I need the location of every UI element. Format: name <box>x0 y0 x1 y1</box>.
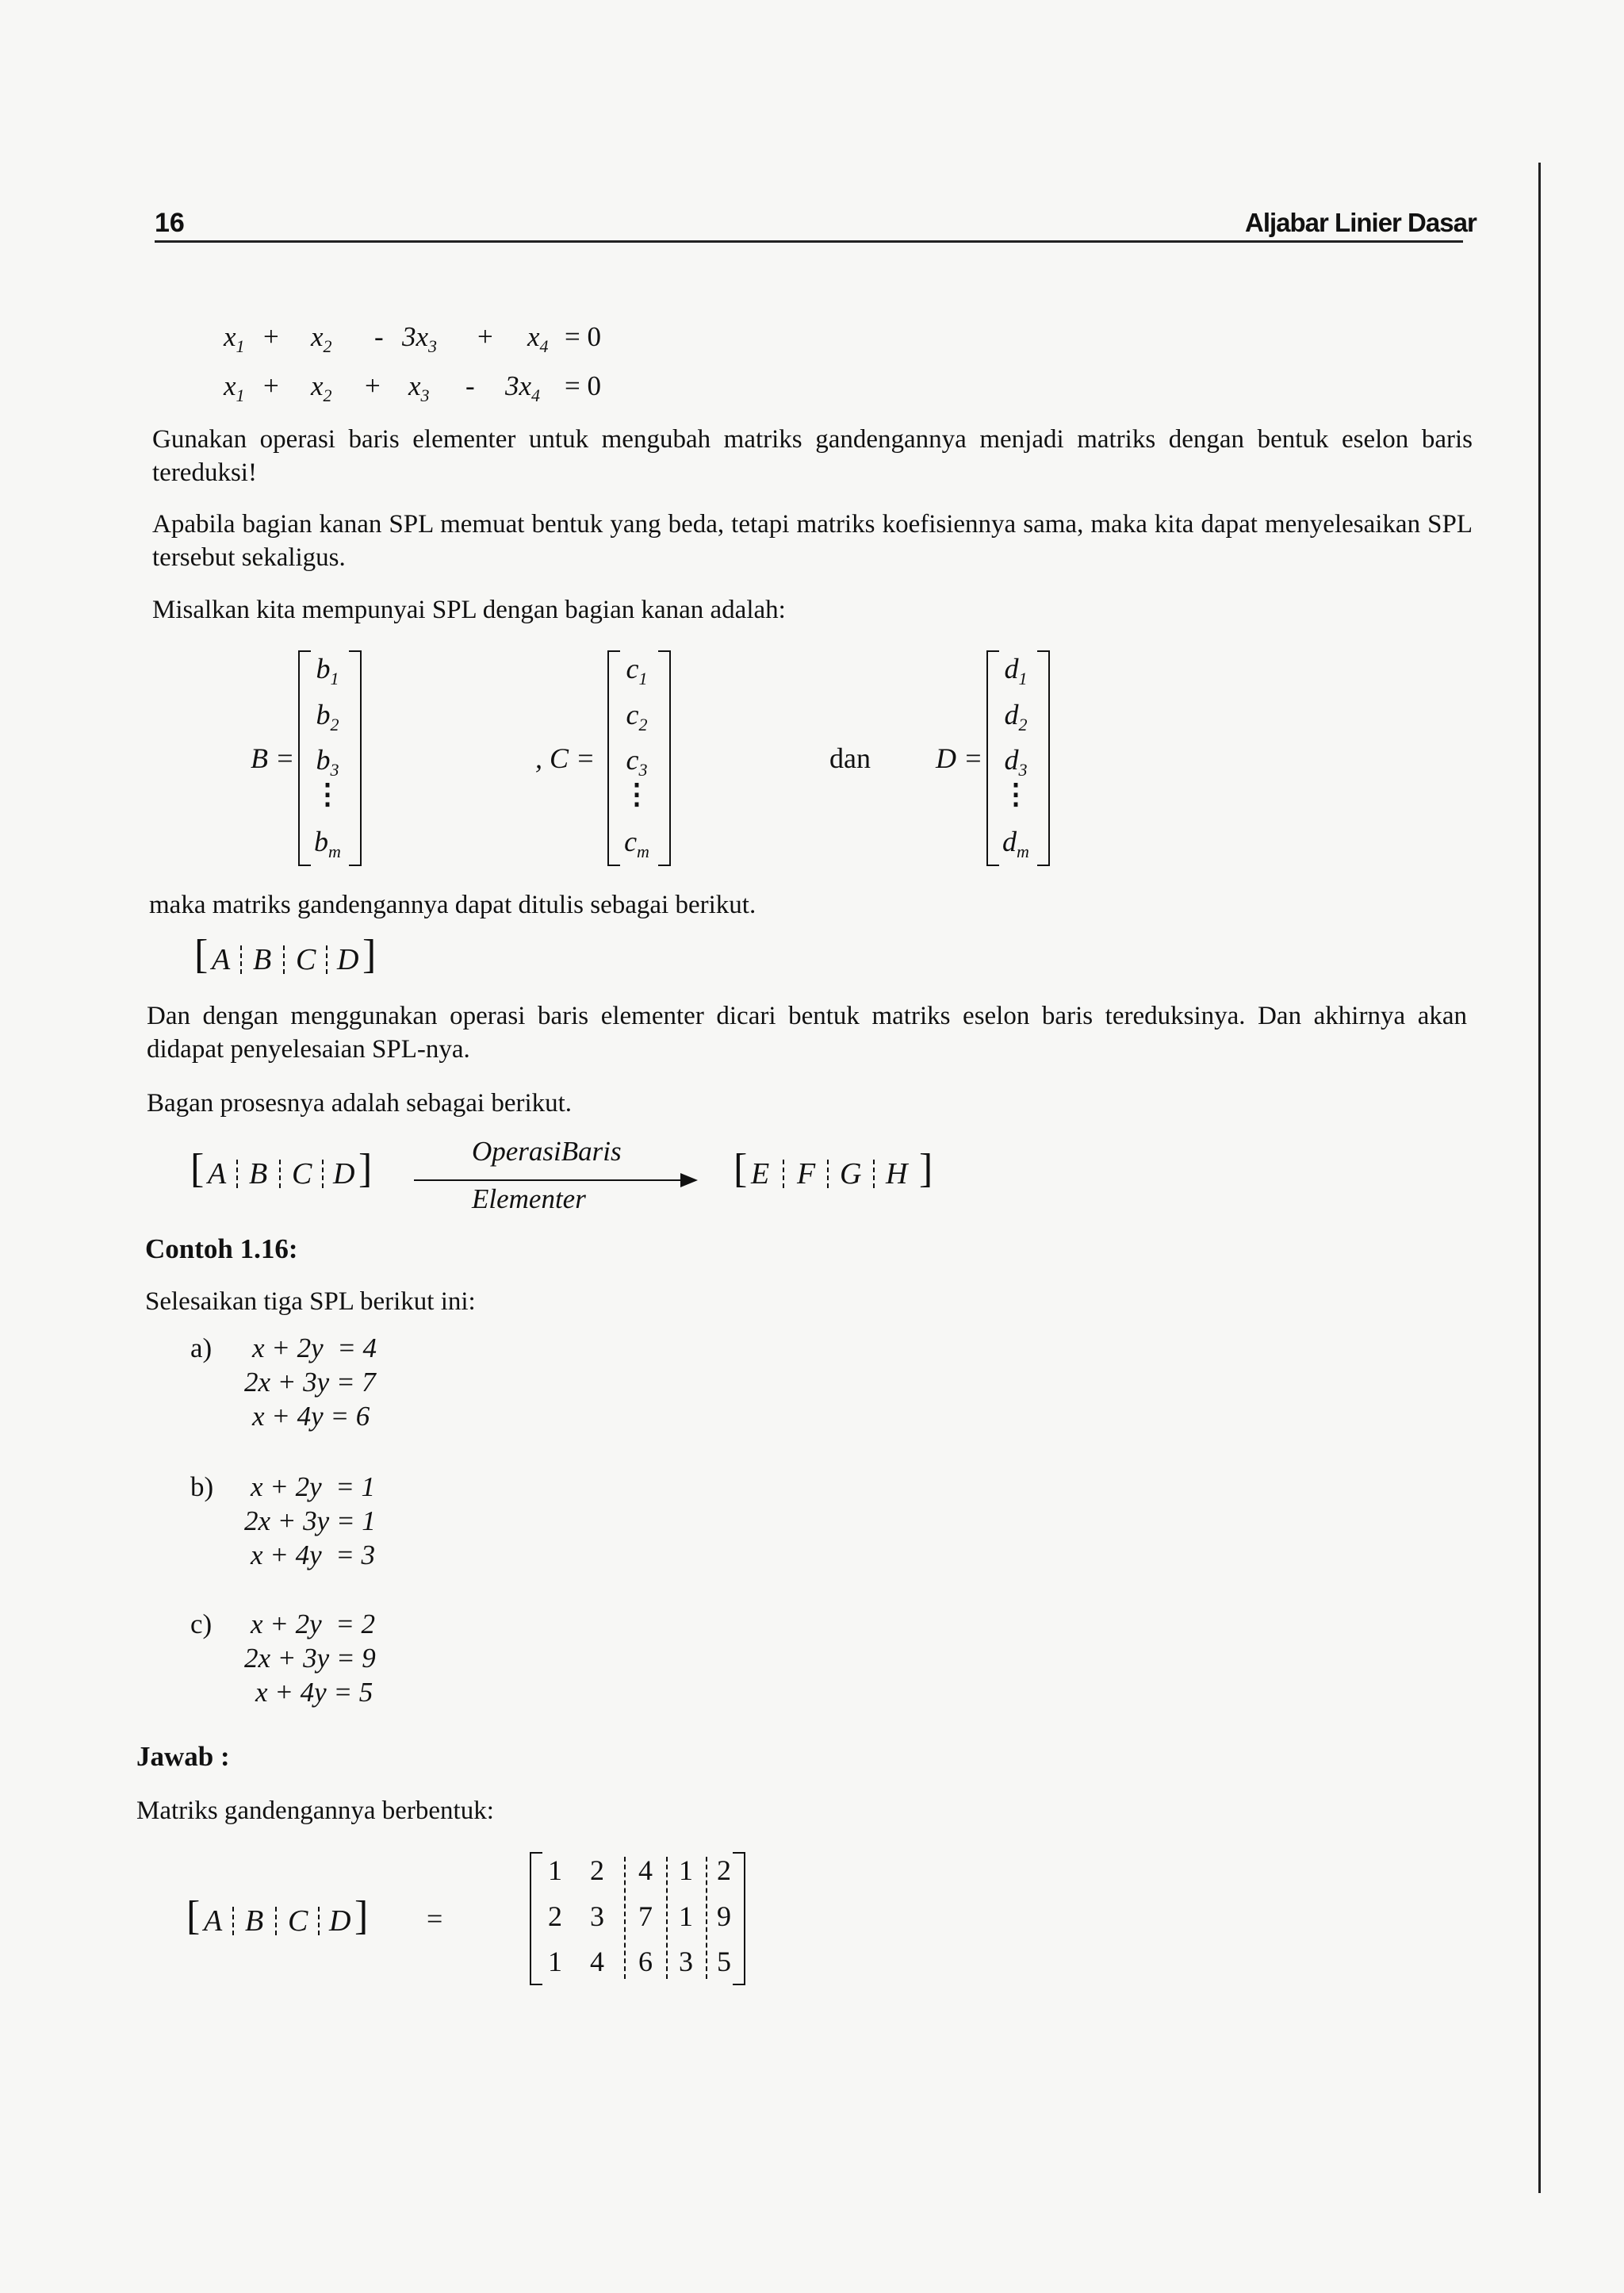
vector-c-item-1: $c_1$ <box>626 653 648 688</box>
rhs: = 0 <box>565 321 601 352</box>
vector-c-item-2: $c_2$ <box>626 699 648 734</box>
matrix-cell: 6 <box>638 1946 653 1977</box>
vector-d-item-2: $d_2$ <box>1004 699 1028 734</box>
term: $x_1$ <box>224 321 245 356</box>
operator: - <box>465 370 475 401</box>
system-c-line-3: x + 4y = 5 <box>255 1677 373 1708</box>
matrix-cell: 4 <box>590 1946 604 1977</box>
right-margin-line <box>1538 163 1541 2193</box>
system-b-label: b) <box>190 1471 214 1502</box>
matrix-cell: 5 <box>717 1946 731 1977</box>
matrix-separator-2 <box>666 1857 668 1979</box>
paragraph-2: Apabila bagian kanan SPL memuat bentuk yang beda, tetapi matriks koefisiennya sama, maka kita dapat menyelesaikan SPL tersebut sekaligus. <box>152 510 1473 572</box>
example-title: Contoh 1.16: <box>145 1233 298 1264</box>
system-c-line-2: 2x + 3y = 9 <box>244 1643 376 1674</box>
matrix-cell: 9 <box>717 1900 731 1932</box>
system-b-line-1: x + 2y = 1 <box>251 1471 376 1502</box>
arrow-label-top: OperasiBaris <box>472 1136 622 1167</box>
augmented-notation-2: [ A B C D ] <box>190 1146 373 1191</box>
system-b-line-2: 2x + 3y = 1 <box>244 1505 376 1536</box>
equation-row-1 <box>224 321 620 357</box>
vector-b-item-1: $b_1$ <box>316 653 339 688</box>
vector-b-vdots: ⋮ <box>313 778 342 810</box>
paragraph-8: Matriks gandengannya berbentuk: <box>136 1796 494 1825</box>
header-rule <box>155 240 1463 243</box>
operator: - <box>374 321 384 352</box>
equation-row-2 <box>224 370 620 406</box>
conjunction-dan: dan <box>829 742 871 774</box>
paragraph-5: Dan dengan menggunakan operasi baris elementer dicari bentuk matriks eselon baris tereduksinya. Dan akhirnya akan didapat penyelesaian SPL-nya. <box>147 1002 1467 1064</box>
vector-c-vdots: ⋮ <box>622 778 651 810</box>
matrix-cell: 1 <box>679 1900 693 1932</box>
matrix-cell: 7 <box>638 1900 653 1932</box>
term: $x_3$ <box>408 370 430 405</box>
term: $x_4$ <box>527 321 549 356</box>
operator: + <box>477 321 493 352</box>
paragraph-7: Selesaikan tiga SPL berikut ini: <box>145 1287 476 1316</box>
operator: + <box>263 321 279 352</box>
vector-b-item-3: $b_3$ <box>316 744 339 780</box>
arrow-label-bottom: Elementer <box>472 1183 586 1214</box>
vector-c-label: , C = <box>535 742 596 774</box>
matrix-cell: 1 <box>548 1946 562 1977</box>
augmented-result: [ E F G H ] <box>733 1146 933 1191</box>
matrix-cell: 2 <box>590 1854 604 1886</box>
matrix-cell: 2 <box>717 1854 731 1886</box>
vector-d-label: D = <box>936 742 983 774</box>
matrix <box>530 1852 749 1985</box>
paragraph-3: Misalkan kita mempunyai SPL dengan bagian kanan adalah: <box>152 596 786 624</box>
paragraph-4: maka matriks gandengannya dapat ditulis sebagai berikut. <box>149 891 756 919</box>
rhs: = 0 <box>565 370 601 401</box>
system-c-line-1: x + 2y = 2 <box>251 1609 376 1639</box>
term: $3x_3$ <box>402 321 438 356</box>
vector-d-item-1: $d_1$ <box>1004 653 1028 688</box>
vector-d-item-m: $d_m$ <box>1002 826 1029 861</box>
equals-sign: = <box>427 1903 443 1934</box>
paragraph-1: Gunakan operasi baris elementer untuk mengubah matriks gandengannya menjadi matriks dengan bentuk eselon baris tereduksi! <box>152 425 1473 487</box>
matrix-cell: 1 <box>548 1854 562 1886</box>
term: $x_2$ <box>311 370 332 405</box>
answer-title: Jawab : <box>136 1741 230 1772</box>
matrix-cell: 4 <box>638 1854 653 1886</box>
system-a-line-2: 2x + 3y = 7 <box>244 1367 376 1398</box>
vector-b-item-m: $b_m$ <box>314 826 341 861</box>
system-a-line-3: x + 4y = 6 <box>252 1401 370 1432</box>
vector-c-item-m: $c_m$ <box>624 826 649 861</box>
matrix-separator-3 <box>706 1857 707 1979</box>
vector-b-label: B = <box>251 742 295 774</box>
matrix-cell: 3 <box>679 1946 693 1977</box>
vector-d-vdots: ⋮ <box>1002 778 1030 810</box>
matrix-cell: 1 <box>679 1854 693 1886</box>
matrix-cell: 3 <box>590 1900 604 1932</box>
operator: + <box>263 370 279 401</box>
system-b-line-3: x + 4y = 3 <box>251 1540 376 1570</box>
vector-b-item-2: $b_2$ <box>316 699 339 734</box>
term: $3x_4$ <box>505 370 541 405</box>
paragraph-6: Bagan prosesnya adalah sebagai berikut. <box>147 1089 573 1118</box>
system-a-label: a) <box>190 1332 213 1363</box>
vector-d-item-3: $d_3$ <box>1004 744 1028 780</box>
matrix-cell: 2 <box>548 1900 562 1932</box>
system-c-label: c) <box>190 1609 213 1639</box>
system-a-line-1: x + 2y = 4 <box>252 1332 377 1363</box>
matrix-separator-1 <box>624 1857 626 1979</box>
term: $x_2$ <box>311 321 332 356</box>
operator: + <box>365 370 381 401</box>
page-number: 16 <box>155 208 185 238</box>
augmented-notation-1: [ A B C D ] <box>194 932 377 977</box>
term: $x_1$ <box>224 370 245 405</box>
augmented-notation-3: [ A B C D ] <box>186 1893 369 1938</box>
book-title: Aljabar Linier Dasar <box>1245 208 1477 237</box>
vector-c-item-3: $c_3$ <box>626 744 648 780</box>
